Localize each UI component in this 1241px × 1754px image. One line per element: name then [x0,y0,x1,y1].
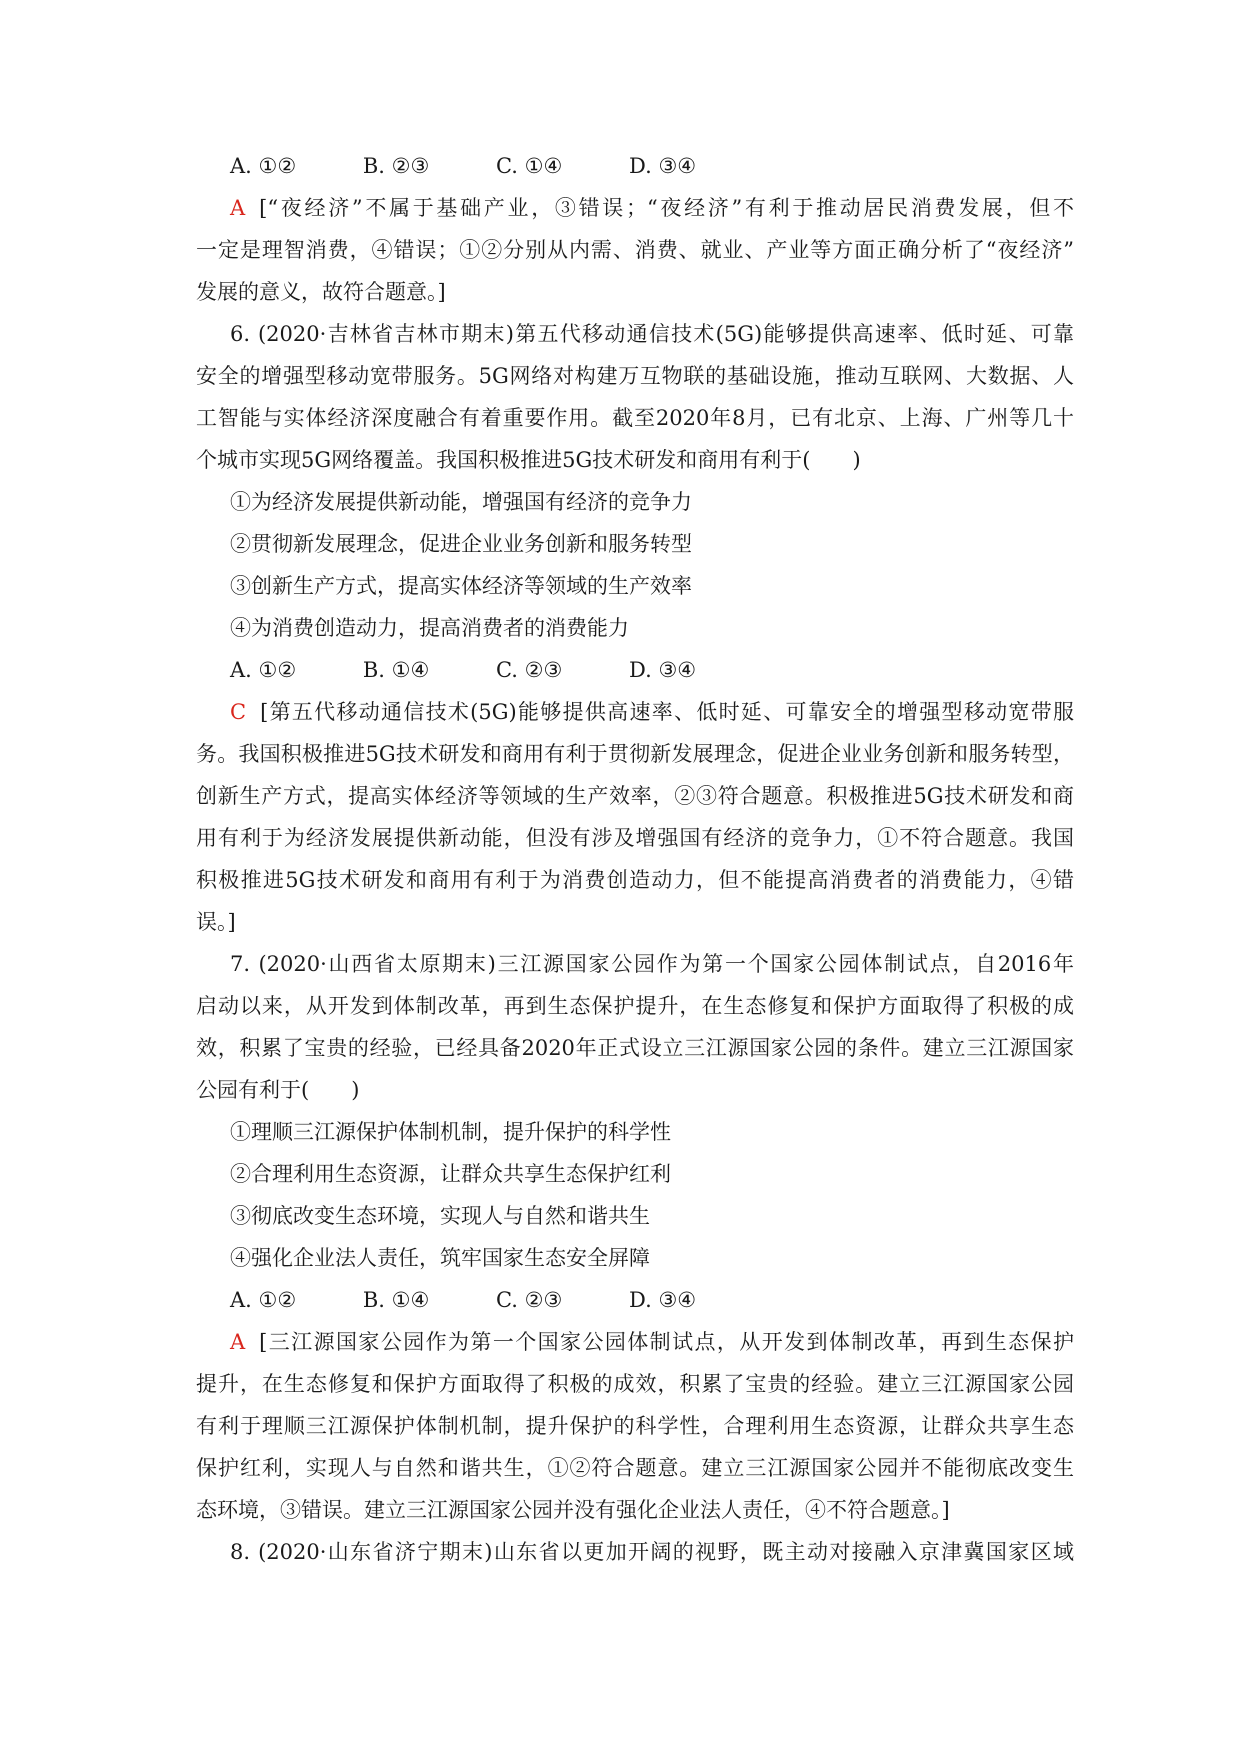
q5-explanation-line: A [“夜经济”不属于基础产业，③错误；“夜经济”有利于推动居民消费发展，但不 [230,196,1074,220]
q6-item-4: ④为消费创造动力，提高消费者的消费能力 [230,616,629,640]
q6-item-1: ①为经济发展提供新动能，增强国有经济的竞争力 [230,490,692,514]
q7-item-1: ①理顺三江源保护体制机制，提升保护的科学性 [230,1120,671,1144]
q5-options [196,145,1074,187]
q6-answer: C [230,700,247,724]
q6-explanation-line: C [第五代移动通信技术(5G)能够提供高速率、低时延、可靠安全的增强型移动宽带服 [230,700,1074,724]
q7-options [196,1279,1074,1321]
q7-item-2: ②合理利用生态资源，让群众共享生态保护红利 [230,1162,671,1186]
q7-stem-line: 公园有利于( ) [196,1078,360,1102]
q5-explanation-line: 发展的意义，故符合题意。] [196,280,446,304]
q7-item-3: ③彻底改变生态环境，实现人与自然和谐共生 [230,1204,650,1228]
q7-explanation-line: 有利于理顺三江源保护体制机制，提升保护的科学性，合理利用生态资源，让群众共享生态 [196,1414,1074,1438]
q5-answer: A [230,196,246,220]
q7-option-b: B. ①④ [362,1288,430,1312]
page-content [196,145,1074,1573]
q6-explanation-line: 误。] [196,910,236,934]
q7-item-4: ④强化企业法人责任，筑牢国家生态安全屏障 [230,1246,650,1270]
q6-explanation-line: 务。我国积极推进5G技术研发和商用有利于贯彻新发展理念，促进企业业务创新和服务转型， [196,742,1074,766]
q6-stem-line: 工智能与实体经济深度融合有着重要作用。截至2020年8月，已有北京、上海、广州等几十 [196,406,1074,430]
q7-explanation-line: 保护红利，实现人与自然和谐共生，①②符合题意。建立三江源国家公园并不能彻底改变生 [196,1456,1074,1480]
q7-option-c: C. ②③ [495,1288,563,1312]
q5-option-c: C. ①④ [495,154,563,178]
q6-options [196,649,1074,691]
q6-explanation-line: 用有利于为经济发展提供新动能，但没有涉及增强国有经济的竞争力，①不符合题意。我国 [196,826,1074,850]
q6-stem-line: 个城市实现5G网络覆盖。我国积极推进5G技术研发和商用有利于( ) [196,448,861,472]
q7-stem-line: 启动以来，从开发到体制改革，再到生态保护提升，在生态修复和保护方面取得了积极的成 [196,994,1074,1018]
q6-explanation-line: 积极推进5G技术研发和商用有利于为消费创造动力，但不能提高消费者的消费能力，④错 [196,868,1074,892]
q8-stem-line: 8. (2020·山东省济宁期末)山东省以更加开阔的视野，既主动对接融入京津冀国家区域 [230,1540,1074,1564]
q6-option-c: C. ②③ [495,658,563,682]
q6-item-3: ③创新生产方式，提高实体经济等领域的生产效率 [230,574,692,598]
q6-explanation-line: 创新生产方式，提高实体经济等领域的生产效率，②③符合题意。积极推进5G技术研发和商 [196,784,1074,808]
q5-option-a: A. ①② [230,154,297,178]
q6-item-2: ②贯彻新发展理念，促进企业业务创新和服务转型 [230,532,692,556]
q7-explanation-line: 态环境，③错误。建立三江源国家公园并没有强化企业法人责任，④不符合题意。] [196,1498,950,1522]
q7-answer: A [230,1330,246,1354]
q6-option-b: B. ①④ [362,658,430,682]
q7-explanation-line: 提升，在生态修复和保护方面取得了积极的成效，积累了宝贵的经验。建立三江源国家公园 [196,1372,1074,1396]
q5-option-b: B. ②③ [362,154,430,178]
q7-stem-line: 7. (2020·山西省太原期末)三江源国家公园作为第一个国家公园体制试点，自2016年 [230,952,1074,976]
q6-option-a: A. ①② [230,658,297,682]
q5-explanation-line: 一定是理智消费，④错误；①②分别从内需、消费、就业、产业等方面正确分析了“夜经济” [196,238,1074,262]
q7-stem-line: 效，积累了宝贵的经验，已经具备2020年正式设立三江源国家公园的条件。建立三江源国家 [196,1036,1074,1060]
q7-option-d: D. ③④ [629,1288,697,1312]
q6-stem-line: 安全的增强型移动宽带服务。5G网络对构建万互物联的基础设施，推动互联网、大数据、人 [196,364,1074,388]
q7-option-a: A. ①② [230,1288,297,1312]
q6-option-d: D. ③④ [629,658,697,682]
q6-stem-line: 6. (2020·吉林省吉林市期末)第五代移动通信技术(5G)能够提供高速率、低时延、可靠 [230,322,1074,346]
q5-option-d: D. ③④ [629,154,697,178]
q7-explanation-line: A [三江源国家公园作为第一个国家公园体制试点，从开发到体制改革，再到生态保护 [230,1330,1074,1354]
